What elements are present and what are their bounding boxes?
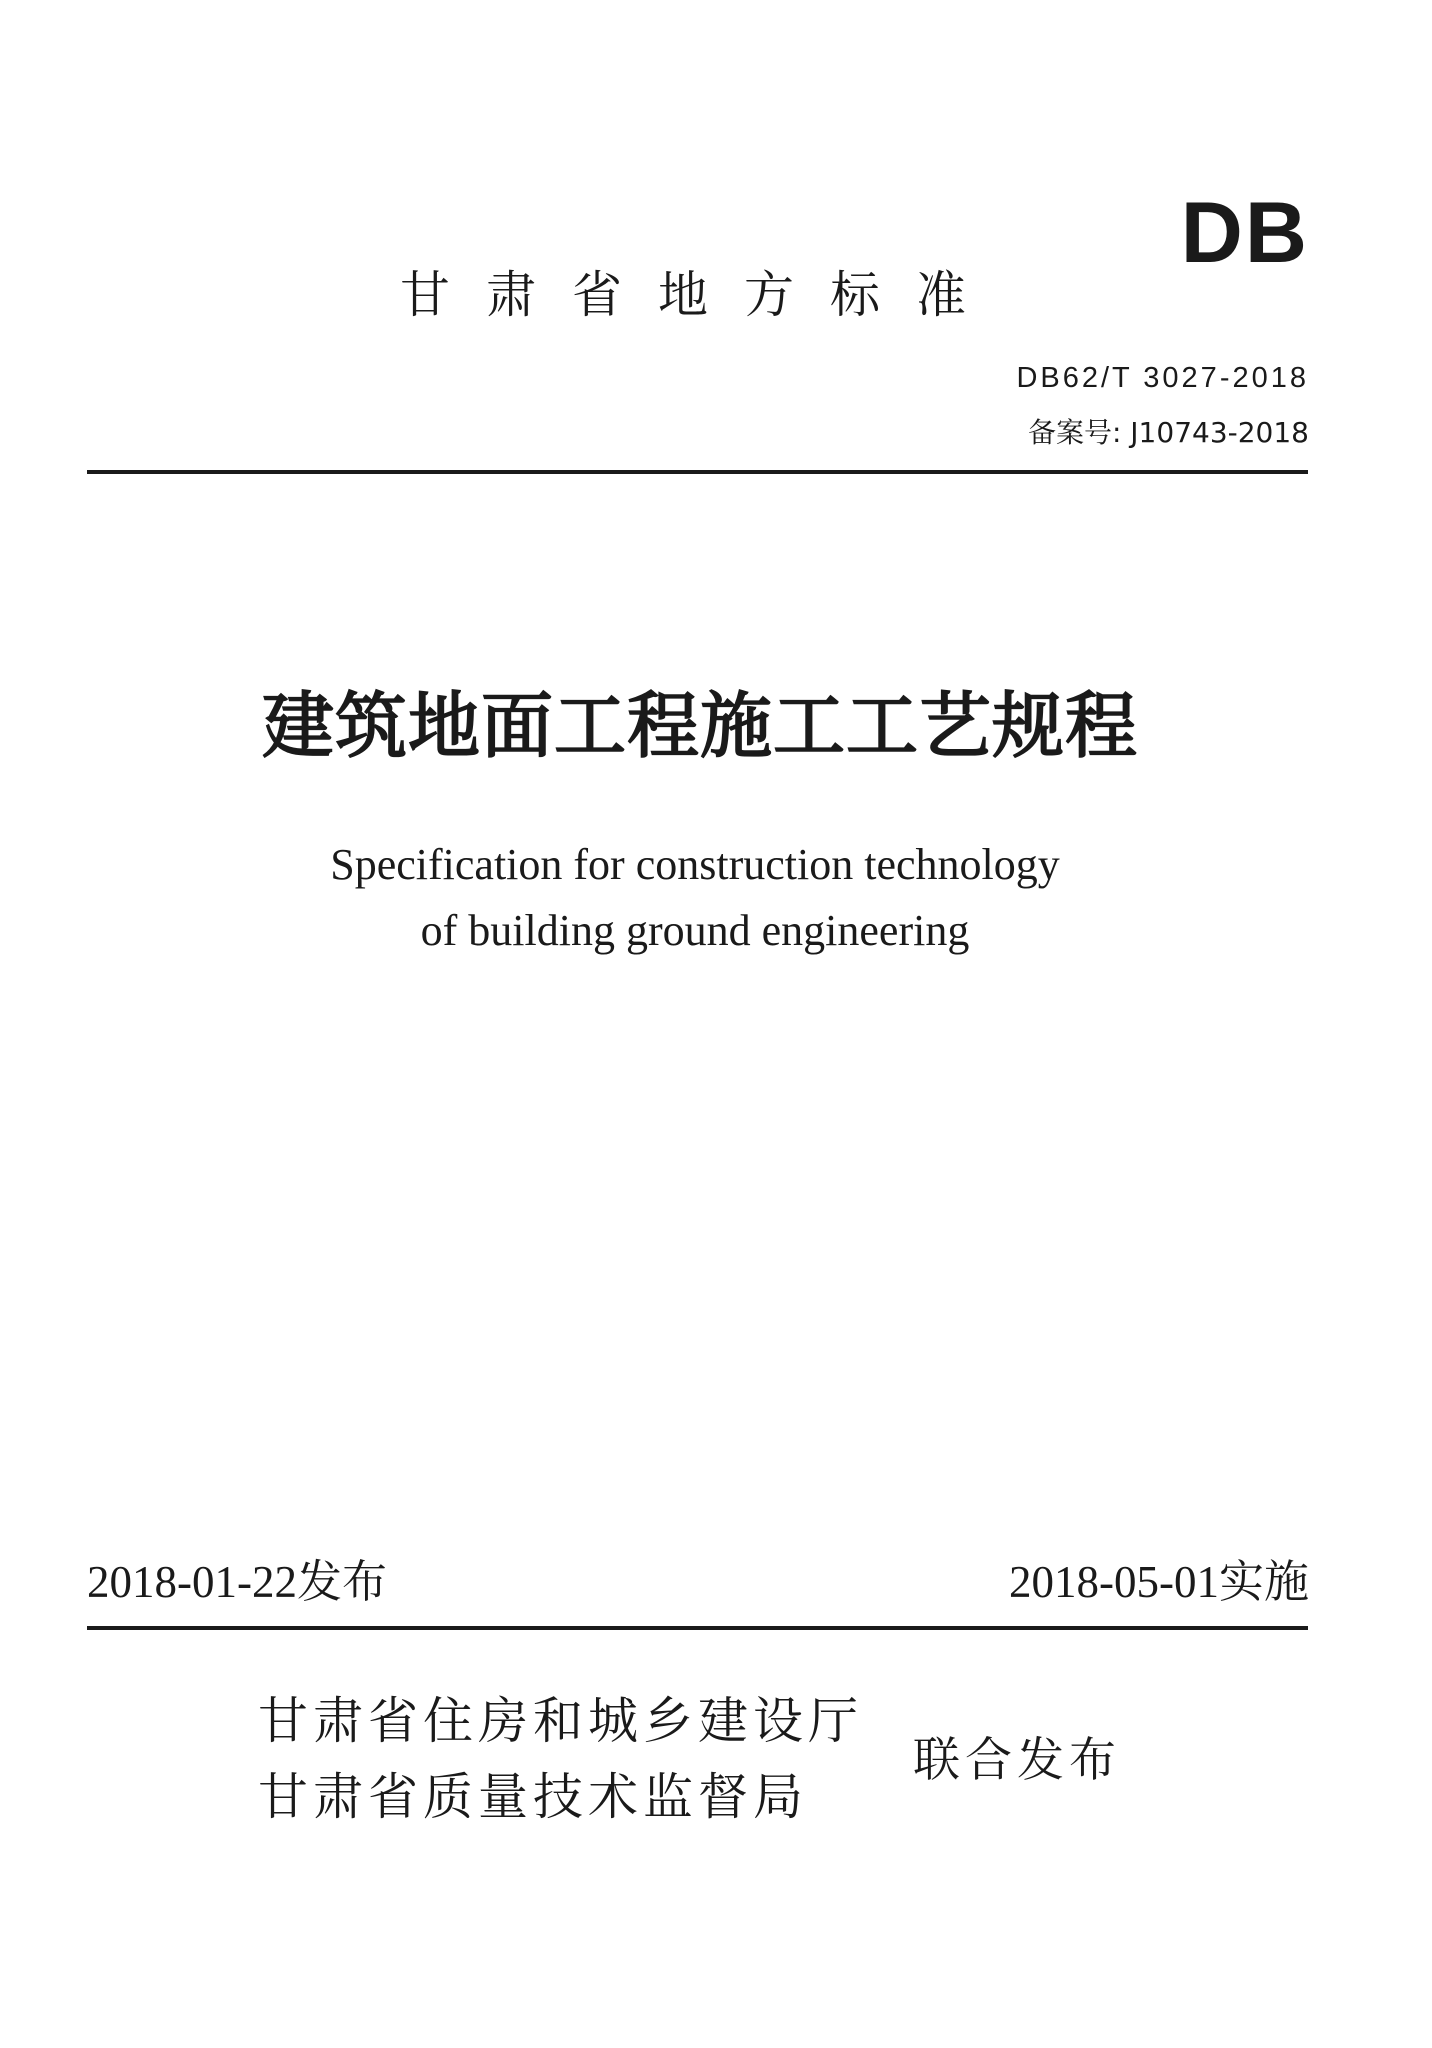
title-english-line2: of building ground engineering [420, 906, 970, 955]
top-divider [87, 470, 1308, 474]
bottom-divider [87, 1626, 1308, 1630]
record-number: 备案号: J10743-2018 [1027, 416, 1309, 449]
standard-type: 甘肃省地方标准 [400, 266, 1002, 324]
issuer-quality-bureau: 甘肃省质量技术监督局 [258, 1768, 808, 1826]
standard-number: DB62/T 3027-2018 [1016, 362, 1309, 394]
title-chinese: 建筑地面工程施工工艺规程 [261, 683, 1138, 768]
title-english-line1: Specification for construction technology [330, 840, 1060, 889]
issuer-housing-department: 甘肃省住房和城乡建设厅 [258, 1692, 863, 1750]
db-mark: DB [1180, 185, 1309, 281]
issue-date: 2018-01-22发布 [87, 1557, 387, 1607]
implementation-date: 2018-05-01实施 [1009, 1557, 1309, 1607]
joint-publication-label: 联合发布 [913, 1733, 1121, 1788]
